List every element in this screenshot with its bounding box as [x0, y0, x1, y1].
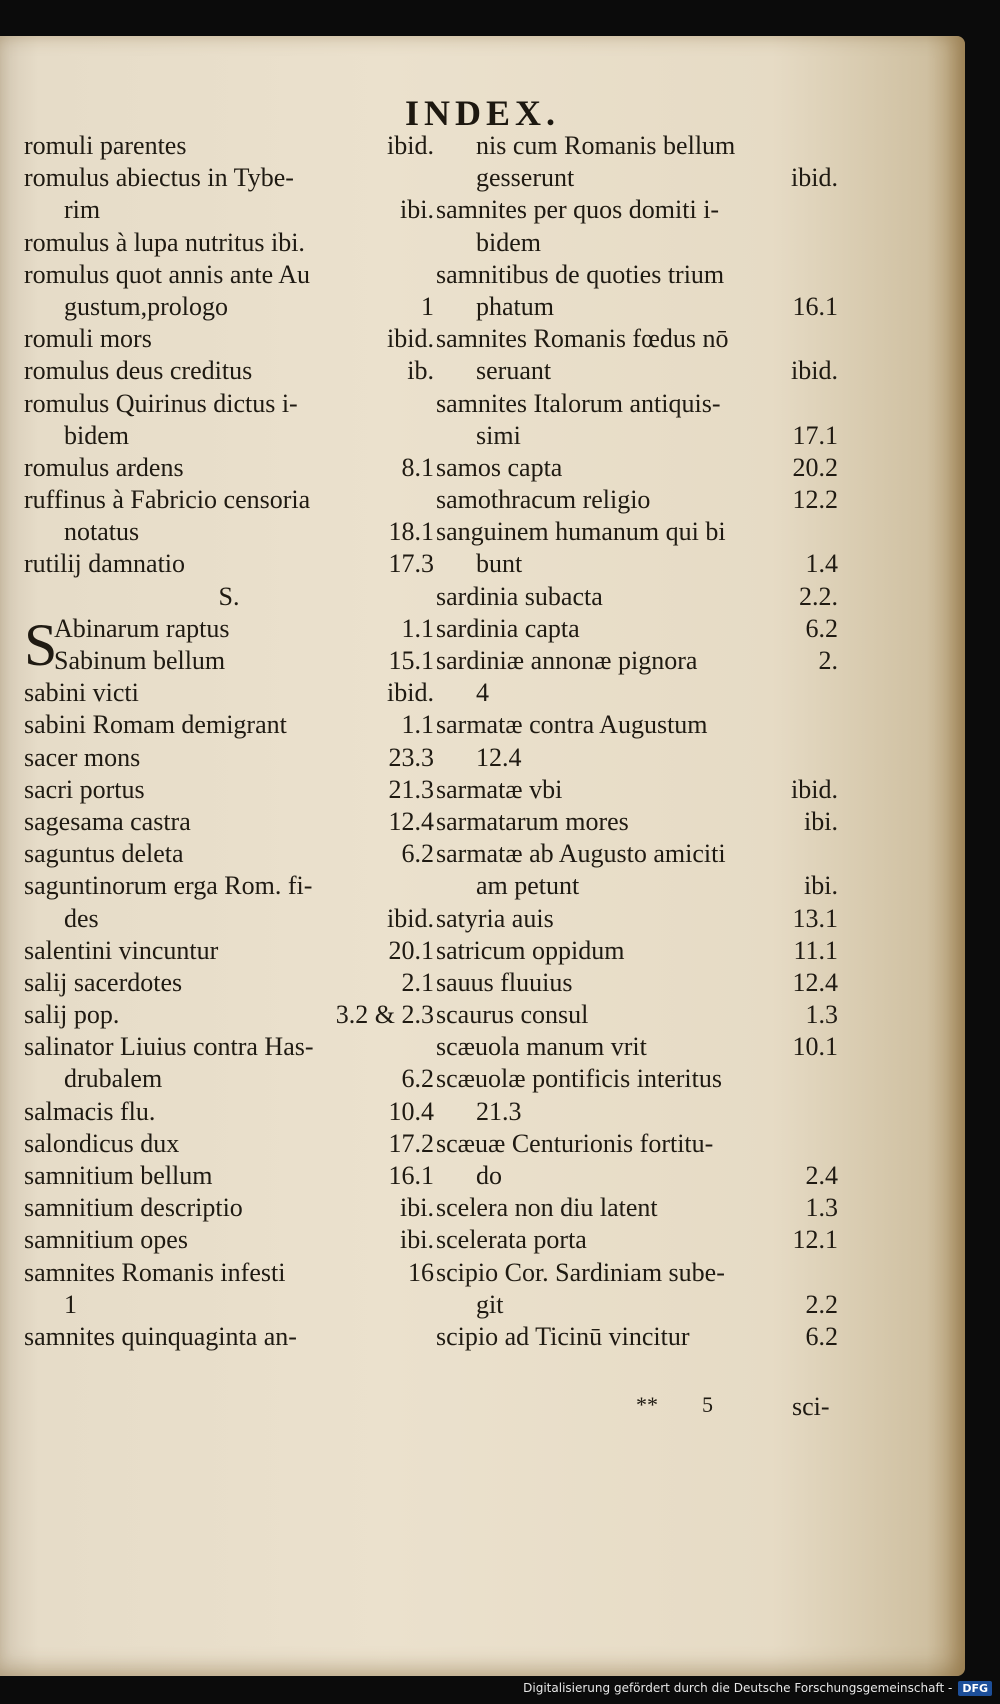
entry-text: ruffinus à Fabricio censoria: [24, 485, 311, 515]
index-entry: [24, 1224, 434, 1256]
entry-text: S.: [218, 581, 240, 611]
index-entry: [436, 194, 838, 226]
index-entry: [436, 613, 838, 645]
entry-text: romulus Quirinus dictus i-: [24, 388, 298, 418]
index-entry: [436, 1257, 838, 1289]
index-entry: [24, 388, 434, 420]
entry-ref: 17.1: [792, 420, 838, 450]
entry-ref: ibi.: [400, 1193, 434, 1223]
entry-text: samnitium descriptio: [24, 1193, 243, 1223]
drop-cap: S: [24, 611, 58, 678]
entry-text: scaurus consul: [436, 1000, 589, 1030]
index-entry: [24, 838, 434, 870]
entry-text: sardinia capta: [436, 613, 580, 643]
index-entry: [436, 323, 838, 355]
entry-text: sardinia subacta: [436, 581, 603, 611]
entry-text: scæuola manum vrit: [436, 1032, 647, 1062]
index-entry: [436, 903, 838, 935]
entry-ref: 6.2: [805, 1321, 838, 1351]
entry-ref: 21.3: [388, 774, 434, 804]
entry-text: salondicus dux: [24, 1128, 180, 1158]
entry-ref: ibid.: [791, 163, 838, 193]
book-page: [0, 36, 965, 1676]
index-entry: [436, 548, 838, 580]
index-entry: [436, 452, 838, 484]
index-entry: [24, 259, 434, 291]
entry-ref: 20.2: [792, 452, 838, 482]
index-entry: [24, 194, 434, 226]
entry-text: salentini vincuntur: [24, 935, 219, 965]
entry-ref: 16.1: [792, 291, 838, 321]
entry-ref: 6.2: [401, 839, 434, 869]
entry-text: sauus fluuius: [436, 967, 573, 997]
entry-ref: 11.1: [793, 935, 838, 965]
index-entry: [436, 999, 838, 1031]
entry-ref: ib.: [407, 356, 434, 386]
index-entry: [436, 1031, 838, 1063]
entry-ref: 13.1: [792, 903, 838, 933]
index-entry: [24, 742, 434, 774]
entry-ref: ibi.: [804, 871, 838, 901]
signature-number: 5: [702, 1392, 713, 1417]
index-entry: [436, 806, 838, 838]
entry-text: phatum: [476, 291, 554, 321]
index-entry: [24, 870, 434, 902]
entry-text: samnitium bellum: [24, 1161, 213, 1191]
index-entry: [24, 1096, 434, 1128]
entry-text: satyria auis: [436, 903, 554, 933]
entry-text: bidem: [476, 227, 541, 257]
index-entry: [436, 355, 838, 387]
entry-ref: 16.1: [388, 1161, 434, 1191]
entry-text: salij pop.: [24, 1000, 120, 1030]
entry-ref: 12.4: [792, 967, 838, 997]
entry-ref: 20.1: [388, 935, 434, 965]
index-entry: [24, 323, 434, 355]
catchword: sci-: [792, 1392, 830, 1421]
entry-text: bunt: [476, 549, 523, 579]
entry-text: samnites Romanis infesti: [24, 1257, 286, 1287]
index-entry: [24, 709, 434, 741]
entry-text: samnites Italorum antiquis-: [436, 388, 721, 418]
entry-ref: 1: [421, 291, 434, 321]
entry-text: notatus: [64, 517, 140, 547]
entry-text: samnites quinquaginta an-: [24, 1321, 297, 1351]
entry-ref: ibi.: [400, 1225, 434, 1255]
entry-ref: 1.3: [805, 1193, 838, 1223]
entry-text: 12.4: [476, 742, 522, 772]
index-entry: [436, 1224, 838, 1256]
entry-text: samnitium opes: [24, 1225, 188, 1255]
entry-text: sarmatæ vbi: [436, 774, 563, 804]
entry-text: salij sacerdotes: [24, 967, 183, 997]
index-entry: [436, 388, 838, 420]
index-entry: [436, 742, 838, 774]
entry-text: do: [476, 1161, 502, 1190]
entry-ref: 2.4: [805, 1161, 838, 1190]
index-entry: [436, 420, 838, 452]
index-entry: [24, 967, 434, 999]
entry-ref: 23.3: [388, 742, 434, 772]
entry-text: am petunt: [476, 871, 580, 901]
entry-ref: 1.1: [401, 710, 434, 740]
page-title: INDEX.: [404, 93, 560, 133]
index-entry: [436, 870, 838, 902]
entry-ref: 1.1: [401, 613, 434, 643]
index-entry: [24, 130, 434, 162]
index-entry: [436, 259, 838, 291]
entry-ref: 3.2 & 2.3: [335, 1000, 434, 1030]
index-entry: [436, 162, 838, 194]
index-entry: [436, 581, 838, 613]
entry-text: scæuolæ pontificis interitus: [436, 1064, 722, 1094]
entry-text: romuli parentes: [24, 131, 187, 160]
entry-text: simi: [476, 420, 521, 450]
index-entry: [436, 645, 838, 677]
entry-ref: 1.3: [805, 1000, 838, 1030]
index-entry: [24, 806, 434, 838]
entry-ref: ibid.: [387, 903, 434, 933]
entry-text: des: [64, 903, 99, 933]
entry-text: scelera non diu latent: [436, 1193, 658, 1223]
entry-text: 1: [64, 1289, 77, 1319]
entry-text: scipio Cor. Sardiniam sube-: [436, 1257, 725, 1287]
entry-text: romuli mors: [24, 324, 152, 354]
index-entry: [24, 452, 434, 484]
entry-text: rim: [64, 195, 101, 225]
index-entry: [436, 838, 838, 870]
entry-text: romulus quot annis ante Au: [24, 259, 310, 289]
index-entry: [436, 516, 838, 548]
entry-ref: 8.1: [401, 452, 434, 482]
index-entry: [24, 1321, 434, 1353]
entry-text: bidem: [64, 420, 129, 450]
entry-ref: ibid.: [387, 131, 434, 160]
entry-text: satricum oppidum: [436, 935, 625, 965]
entry-text: 21.3: [476, 1096, 522, 1126]
index-entry: [436, 484, 838, 516]
index-entry: [24, 1192, 434, 1224]
entry-ref: 17.2: [388, 1128, 434, 1158]
index-entry: [24, 1031, 434, 1063]
index-entry: [24, 774, 434, 806]
banner-text: Digitalisierung gefördert durch die Deutsche Forschungsgemeinschaft -: [523, 1681, 953, 1695]
entry-text: sardiniæ annonæ pignora: [436, 646, 698, 675]
entry-text: romulus abiectus in Tybe-: [24, 163, 294, 193]
dfg-logo-icon: DFG: [958, 1681, 992, 1696]
entry-text: sarmatæ ab Augusto amiciti: [436, 839, 726, 869]
entry-ref: 2.2: [805, 1289, 838, 1319]
entry-ref: ibi.: [804, 806, 838, 836]
entry-ref: 12.4: [388, 806, 434, 836]
entry-ref: 16: [408, 1257, 434, 1287]
index-entry: [24, 548, 434, 580]
index-entry: [436, 291, 838, 323]
index-entry: [24, 935, 434, 967]
entry-text: sacer mons: [24, 742, 141, 772]
entry-text: scelerata porta: [436, 1225, 587, 1255]
index-entry: [436, 1063, 838, 1095]
entry-text: samos capta: [436, 452, 563, 482]
entry-ref: 2.1: [401, 967, 434, 997]
index-entry: [436, 227, 838, 259]
entry-text: samnitibus de quoties trium: [436, 259, 725, 289]
entry-text: Abinarum raptus: [54, 613, 230, 643]
entry-ref: 18.1: [388, 517, 434, 547]
entry-ref: 6.2: [805, 613, 838, 643]
entry-ref: 2.: [818, 646, 838, 675]
entry-ref: 10.1: [792, 1032, 838, 1062]
entry-text: sagesama castra: [24, 806, 191, 836]
entry-text: saguntus deleta: [24, 839, 184, 869]
index-entry: [436, 935, 838, 967]
entry-text: Sabinum bellum: [54, 646, 226, 675]
index-entry: [24, 516, 434, 548]
index-entry: [436, 709, 838, 741]
index-entry: [24, 227, 434, 259]
entry-text: git: [476, 1289, 504, 1319]
entry-text: drubalem: [64, 1064, 163, 1094]
entry-text: nis cum Romanis bellum: [476, 131, 736, 160]
index-entry: [436, 967, 838, 999]
index-entry: [24, 1289, 434, 1321]
entry-ref: 1.4: [805, 549, 838, 579]
entry-text: salinator Liuius contra Has-: [24, 1032, 314, 1062]
entry-ref: ibid.: [791, 356, 838, 386]
entry-ref: 6.2: [401, 1064, 434, 1094]
entry-ref: 2.2.: [799, 581, 838, 611]
entry-text: samnites per quos domiti i-: [436, 195, 720, 225]
entry-ref: 17.3: [388, 549, 434, 579]
index-entry: [24, 581, 434, 613]
index-entry: [24, 903, 434, 935]
entry-text: sarmatarum mores: [436, 806, 629, 836]
index-entry: [24, 1128, 434, 1160]
entry-text: romulus deus creditus: [24, 356, 253, 386]
entry-text: sarmatæ contra Augustum: [436, 710, 708, 740]
index-entry: [436, 1160, 838, 1192]
entry-text: samothracum religio: [436, 485, 651, 515]
index-entry: [24, 162, 434, 194]
index-entry: [436, 1321, 838, 1353]
entry-text: romulus ardens: [24, 452, 184, 482]
entry-text: gustum,prologo: [64, 291, 228, 321]
entry-ref: ibid.: [791, 774, 838, 804]
entry-ref: ibi.: [400, 195, 434, 225]
index-entry: [436, 1128, 838, 1160]
index-entry: [24, 291, 434, 323]
entry-text: sanguinem humanum qui bi: [436, 517, 726, 547]
index-entry: [24, 355, 434, 387]
index-entry: [24, 1160, 434, 1192]
entry-text: sacri portus: [24, 774, 145, 804]
entry-ref: ibid.: [387, 324, 434, 354]
index-entry: [24, 1063, 434, 1095]
index-entry: [436, 774, 838, 806]
index-entry: [24, 484, 434, 516]
entry-ref: 12.1: [792, 1225, 838, 1255]
index-entry: [24, 1257, 434, 1289]
index-entry: [436, 1289, 838, 1321]
signature-mark: **: [636, 1392, 658, 1417]
digitization-banner: [523, 1678, 992, 1698]
entry-ref: 15.1: [388, 646, 434, 675]
entry-text: seruant: [476, 356, 552, 386]
index-entry: [24, 420, 434, 452]
entry-text: rutilij damnatio: [24, 549, 186, 579]
entry-text: scipio ad Ticinū vincitur: [436, 1321, 690, 1351]
index-entry: [24, 613, 434, 677]
entry-text: romulus à lupa nutritus ibi.: [24, 227, 305, 257]
entry-ref: 12.2: [792, 485, 838, 515]
index-entry: [436, 130, 838, 162]
entry-ref: ibid.: [387, 678, 434, 708]
index-entry: [24, 677, 434, 709]
entry-text: sabini Romam demigrant: [24, 710, 287, 740]
index-entry: [436, 1096, 838, 1128]
entry-text: scæuæ Centurionis fortitu-: [436, 1128, 714, 1158]
entry-ref: 10.4: [388, 1096, 434, 1126]
index-entry: [24, 999, 434, 1031]
entry-text: sabini victi: [24, 678, 139, 708]
entry-text: samnites Romanis fœdus nō: [436, 324, 729, 354]
index-column-right: [436, 130, 838, 1353]
entry-text: 4: [476, 678, 489, 708]
index-entry: [436, 1192, 838, 1224]
entry-text: saguntinorum erga Rom. fi-: [24, 871, 313, 901]
index-entry: [436, 677, 838, 709]
entry-text: gesserunt: [476, 163, 575, 193]
index-column-left: [24, 130, 434, 1353]
entry-text: salmacis flu.: [24, 1096, 156, 1126]
